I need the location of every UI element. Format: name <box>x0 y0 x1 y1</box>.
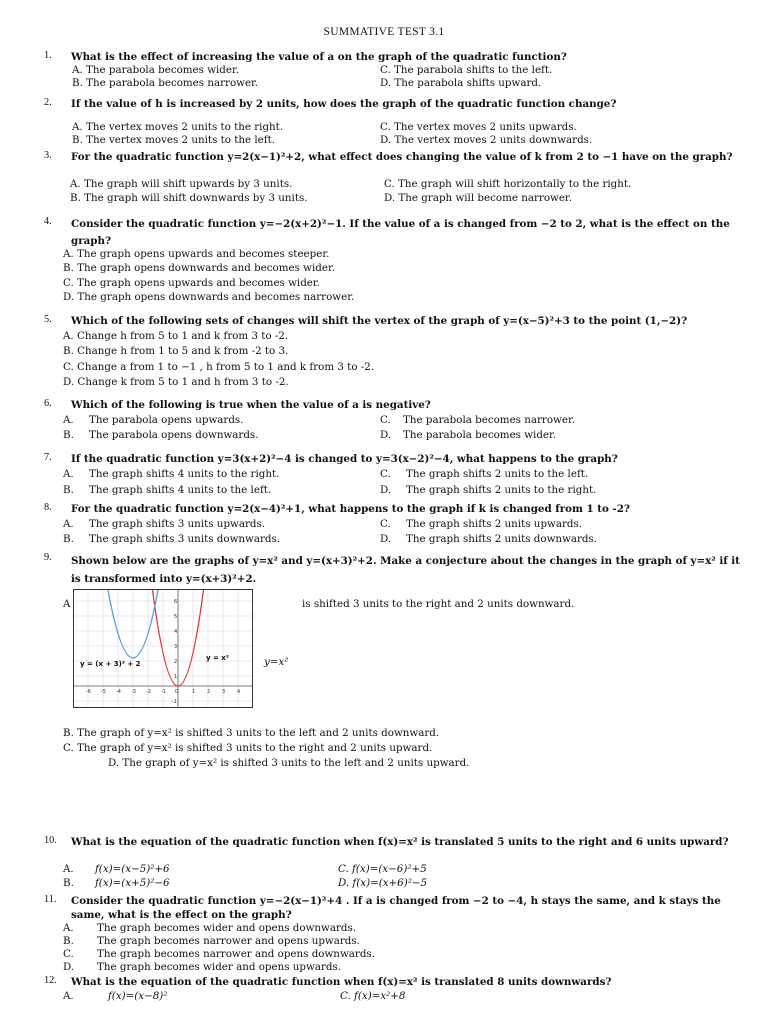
question-number: 5. <box>44 314 52 325</box>
question-number: 11. <box>44 894 57 905</box>
parabola-graph <box>73 589 253 708</box>
x-tick: 1 <box>192 689 196 695</box>
option-c: C. Change a from 1 to −1 , h from 5 to 1 and k from 3 to -2. <box>63 361 375 373</box>
option-b: B. Change h from 1 to 5 and k from -2 to 3. <box>63 345 289 357</box>
question-text: What is the equation of the quadratic function when f(x)=x² is translated 8 units downwards? <box>71 976 612 988</box>
option-c: C. The graph will shift horizontally to the right. <box>384 178 632 190</box>
question-text: Which of the following is true when the value of a is negative? <box>71 399 431 411</box>
question-text: What is the effect of increasing the value of a on the graph of the quadratic function? <box>71 51 567 63</box>
option-a: The graph becomes wider and opens downwards. <box>97 922 357 934</box>
option-d: D. The vertex moves 2 units downwards. <box>380 134 593 146</box>
option-letter: C. <box>380 414 391 426</box>
y-tick: -1 <box>172 699 177 705</box>
question-number: 3. <box>44 150 52 161</box>
x-tick: -6 <box>86 689 91 695</box>
option-d: The graph becomes wider and opens upwards. <box>97 961 342 973</box>
y-tick: 2 <box>174 659 178 665</box>
x-tick: -2 <box>146 689 151 695</box>
option-b: B. The parabola becomes narrower. <box>72 77 259 89</box>
question-number: 8. <box>44 502 52 513</box>
y-tick: 4 <box>174 629 178 635</box>
option-c: C. The vertex moves 2 units upwards. <box>380 121 577 133</box>
option-letter: D. <box>380 533 392 545</box>
option-letter: B. <box>63 429 74 441</box>
x-tick: 4 <box>237 689 241 695</box>
y-tick: 5 <box>174 614 178 620</box>
question-text: For the quadratic function y=2(x−1)²+2, what effect does changing the value of k from 2 to −1 have on the graph? <box>71 151 733 163</box>
option-letter: D. <box>380 484 392 496</box>
option-letter: C. <box>380 468 391 480</box>
question-text: Consider the quadratic function y=−2(x−1)²+4 . If a is changed from −2 to −4, h stays the same, and k stays the same, what is the effect on the graph? <box>71 895 721 921</box>
option-b: B. The vertex moves 2 units to the left. <box>72 134 275 146</box>
x-tick: -5 <box>101 689 106 695</box>
graph-svg <box>74 590 252 707</box>
option-letter: B. <box>63 935 74 947</box>
option-d: D. Change k from 5 to 1 and h from 3 to -2. <box>63 376 289 388</box>
option-a: A. The vertex moves 2 units to the right. <box>72 121 284 133</box>
question-text: What is the equation of the quadratic function when f(x)=x² is translated 5 units to the right and 6 units upward? <box>71 836 729 848</box>
option-c: C. f(x)=x²+8 <box>340 990 406 1002</box>
option-c: The graph becomes narrower and opens downwards. <box>97 948 375 960</box>
option-c: C. The parabola shifts to the left. <box>380 64 553 76</box>
option-letter: A. <box>63 990 74 1002</box>
question-number: 7. <box>44 452 52 463</box>
question-number: 2. <box>44 97 52 108</box>
question-text: If the quadratic function y=3(x+2)²−4 is changed to y=3(x−2)²−4, what happens to the graph? <box>71 453 618 465</box>
option-letter: A. <box>63 922 74 934</box>
y-tick: 6 <box>174 599 178 605</box>
option-a: A. The graph will shift upwards by 3 units. <box>70 178 293 190</box>
option-letter: C. <box>380 518 391 530</box>
y-tick: 3 <box>174 644 178 650</box>
option-letter: A. <box>63 414 74 426</box>
question-number: 12. <box>44 975 57 986</box>
question-text: Which of the following sets of changes will shift the vertex of the graph of y=(x−5)²+3 to the point (1,−2)? <box>71 315 688 327</box>
option-letter: B. <box>63 877 74 889</box>
option-b: The parabola opens downwards. <box>89 429 259 441</box>
option-d: The graph shifts 2 units to the right. <box>406 484 597 496</box>
option-c: C. The graph of y=x² is shifted 3 units to the right and 2 units upward. <box>63 742 433 754</box>
option-b: f(x)=(x+5)²−6 <box>95 877 170 889</box>
question-text: Shown below are the graphs of y=x² and y=(x+3)²+2. Make a conjecture about the changes in the graph of y=x² if it is transformed into y=(x+3)²+2. <box>71 555 740 585</box>
option-a: The graph shifts 3 units upwards. <box>89 518 266 530</box>
option-b: The graph becomes narrower and opens upwards. <box>97 935 360 947</box>
equation-label: y=x² <box>264 656 289 668</box>
x-tick: -4 <box>116 689 121 695</box>
option-letter: A. <box>63 518 74 530</box>
option-a: is shifted 3 units to the right and 2 units downward. <box>302 598 575 610</box>
option-d: D. f(x)=(x+6)²−5 <box>338 877 428 889</box>
question-number: 9. <box>44 552 52 563</box>
y-tick: 1 <box>174 674 178 680</box>
option-a: f(x)=(x−8)² <box>108 990 168 1002</box>
option-d: D. The graph opens downwards and becomes narrower. <box>63 291 355 303</box>
question-text: If the value of h is increased by 2 units, how does the graph of the quadratic function change? <box>71 98 617 110</box>
option-letter: A <box>63 598 71 610</box>
option-a: A. The parabola becomes wider. <box>72 64 240 76</box>
x-tick: 3 <box>222 689 226 695</box>
option-letter: A. <box>63 468 74 480</box>
question-text: For the quadratic function y=2(x−4)²+1, what happens to the graph if k is changed from 1 to -2? <box>71 503 630 515</box>
option-d: The graph shifts 2 units downwards. <box>406 533 598 545</box>
x-tick: 2 <box>207 689 211 695</box>
x-tick: 0 <box>175 689 179 695</box>
curve-label-y-x-squared: y = x² <box>206 654 229 662</box>
option-b: B. The graph opens downwards and becomes wider. <box>63 262 336 274</box>
option-a: A. Change h from 5 to 1 and k from 3 to -2. <box>63 330 289 342</box>
option-d: The parabola becomes wider. <box>403 429 557 441</box>
option-a: A. The graph opens upwards and becomes steeper. <box>63 248 330 260</box>
option-b: The graph shifts 3 units downwards. <box>89 533 281 545</box>
option-letter: B. <box>63 484 74 496</box>
question-number: 4. <box>44 216 52 227</box>
option-a: f(x)=(x−5)²+6 <box>95 863 170 875</box>
option-b: The graph shifts 4 units to the left. <box>89 484 272 496</box>
option-letter: D. <box>63 961 75 973</box>
option-letter: A. <box>63 863 74 875</box>
option-letter: C. <box>63 948 74 960</box>
question-text: Consider the quadratic function y=−2(x+2)²−1. If the value of a is changed from −2 to 2, what is the effect on the graph? <box>71 218 730 247</box>
x-tick: -3 <box>131 689 136 695</box>
option-d: D. The parabola shifts upward. <box>380 77 542 89</box>
x-tick: -1 <box>161 689 166 695</box>
option-c: The graph shifts 2 units upwards. <box>406 518 583 530</box>
option-c: The parabola becomes narrower. <box>403 414 576 426</box>
option-b: B. The graph will shift downwards by 3 units. <box>70 192 308 204</box>
option-b: B. The graph of y=x² is shifted 3 units to the left and 2 units downward. <box>63 727 440 739</box>
option-c: C. The graph opens upwards and becomes wider. <box>63 277 320 289</box>
option-a: The graph shifts 4 units to the right. <box>89 468 280 480</box>
option-c: The graph shifts 2 units to the left. <box>406 468 589 480</box>
option-d: D. The graph will become narrower. <box>384 192 572 204</box>
question-number: 1. <box>44 50 52 61</box>
option-a: The parabola opens upwards. <box>89 414 244 426</box>
option-d: D. The graph of y=x² is shifted 3 units to the left and 2 units upward. <box>108 757 470 769</box>
curve-label-shifted: y = (x + 3)² + 2 <box>80 660 141 668</box>
question-number: 6. <box>44 398 52 409</box>
question-number: 10. <box>44 835 57 846</box>
option-letter: D. <box>380 429 392 441</box>
page-title: SUMMATIVE TEST 3.1 <box>323 26 445 38</box>
option-letter: B. <box>63 533 74 545</box>
option-c: C. f(x)=(x−6)²+5 <box>338 863 427 875</box>
